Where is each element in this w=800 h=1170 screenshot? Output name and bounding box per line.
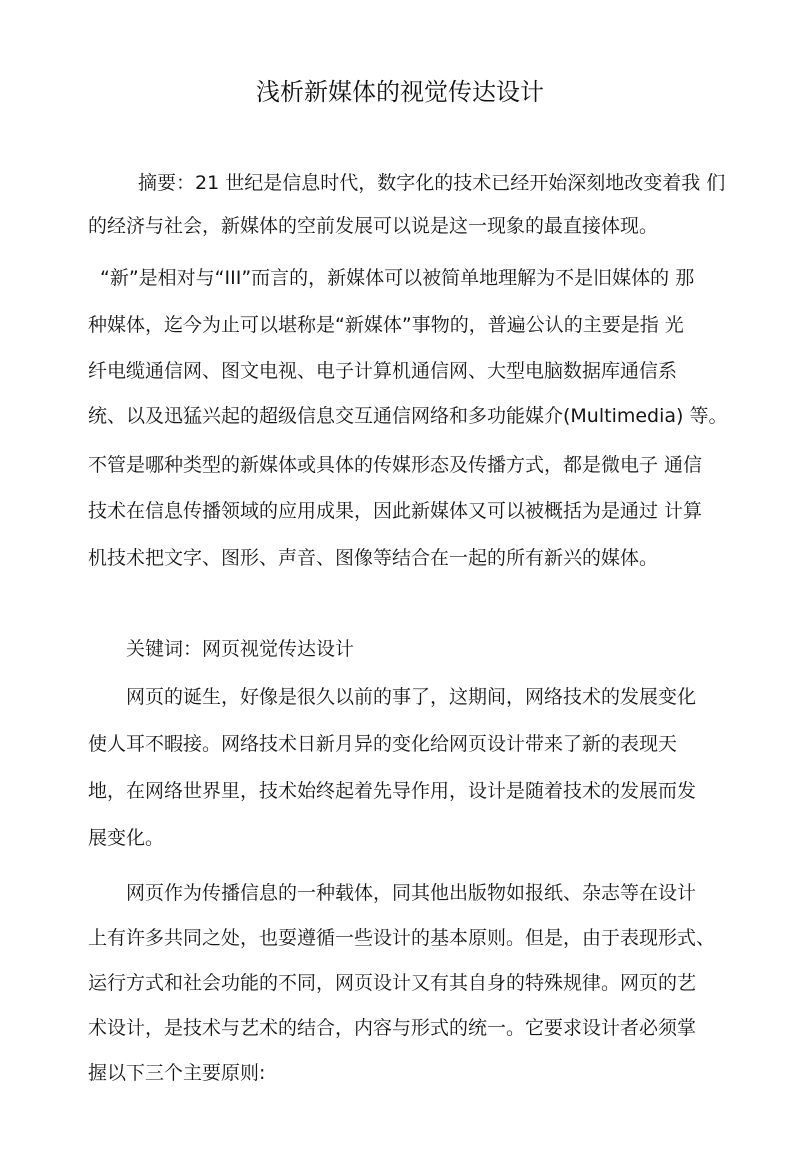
abstract-line: 不管是哪种类型的新媒体或具体的传媒形态及传播方式，都是微电子 通信 xyxy=(88,454,703,476)
abstract-line: “新”是相对与“III”而言的，新媒体可以被简单地理解为不是旧媒体的 那 xyxy=(100,267,695,289)
paragraph-line: 上有许多共同之处，也耍遵循一些设计的基本原则。但是，由于表现形式、 xyxy=(88,927,716,949)
document-title: 浅析新媒体的视觉传达设计 xyxy=(256,78,544,106)
abstract-line: 机技术把文字、图形、声音、图像等结合在一起的所有新兴的媒体。 xyxy=(88,547,659,569)
abstract-line: 技术在信息传播领域的应用成果，因此新媒体又可以被概括为是通过 计算 xyxy=(88,500,703,522)
paragraph-line: 握以下三个主要原则: xyxy=(88,1062,266,1084)
abstract-line: 纤电缆通信网、图文电视、电子计算机通信网、大型电脑数据库通信系 xyxy=(88,360,678,382)
paragraph-line: 使人耳不暇接。网络技术日新月异的变化给网页设计带来了新的表现天 xyxy=(88,733,678,755)
keywords-line: 关键词：网页视觉传达设计 xyxy=(126,638,355,660)
abstract-line: 统、以及迅猛兴起的超级信息交互通信网络和多功能媒介(Multimedia) 等。 xyxy=(88,405,728,427)
abstract-line: 摘要：21 世纪是信息时代，数字化的技术已经开始深刻地改变着我 们 xyxy=(138,172,726,194)
paragraph-line: 网页的诞生，好像是很久以前的事了，这期间，网络技术的发展变化 xyxy=(126,686,697,708)
paragraph-line: 网页作为传播信息的一种载体，同其他出版物如报纸、杂志等在设计 xyxy=(126,882,697,904)
paragraph-line: 运行方式和社会功能的不同，网页设计又有其自身的特殊规律。网页的艺 xyxy=(88,972,697,994)
abstract-line: 种媒体，迄今为止可以堪称是“新媒体”事物的，普遍公认的主要是指 光 xyxy=(88,314,684,336)
paragraph-line: 术设计，是技术与艺术的结合，内容与形式的统一。它要求设计者必须掌 xyxy=(88,1017,697,1039)
abstract-line: 的经济与社会，新媒体的空前发展可以说是这一现象的最直接体现。 xyxy=(88,215,659,237)
paragraph-line: 展变化。 xyxy=(88,827,165,849)
paragraph-line: 地，在网络世界里，技术始终起着先导作用，设计是随着技术的发展而发 xyxy=(88,780,697,802)
